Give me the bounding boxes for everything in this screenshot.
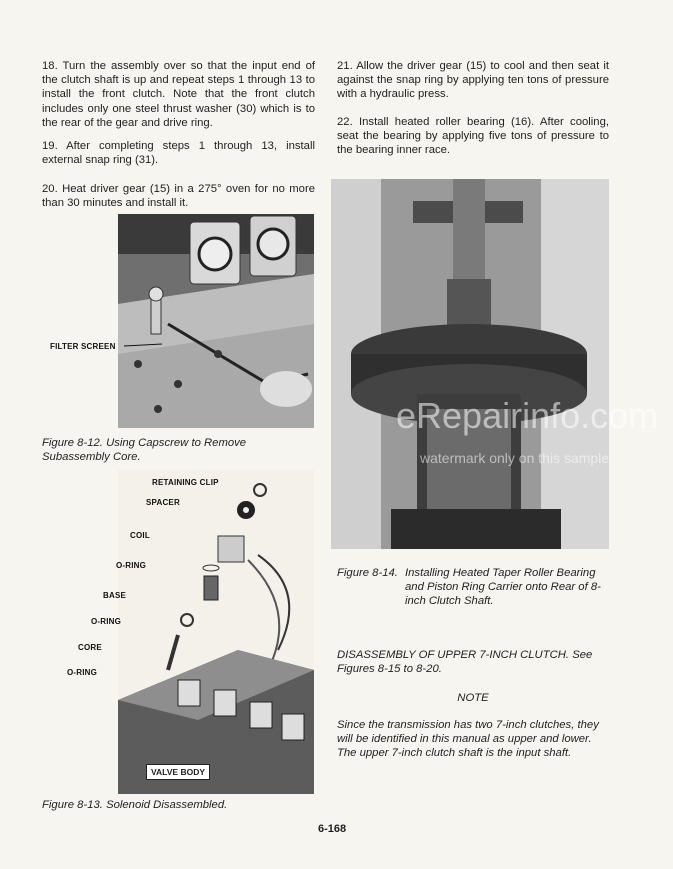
callout-base: BASE (103, 591, 127, 600)
figure-label: Figure 8-12. (42, 437, 103, 449)
figure-label: Figure 8-14. (337, 567, 398, 579)
callout-valve-body: VALVE BODY (146, 764, 210, 780)
section-heading: DISASSEMBLY OF UPPER 7-INCH CLUTCH. See Figures 8-15 to 8-20. (337, 649, 593, 676)
step-19: 19. After completing steps 1 through 13, install external snap ring (31). (42, 140, 315, 167)
figure-8-13-caption (42, 798, 315, 812)
figure-caption-text: Using Capscrew to Remove Subassembly Core. (42, 437, 247, 464)
callout-spacer: SPACER (146, 498, 180, 507)
figure-8-13-photo (118, 470, 314, 794)
figure-8-14-photo (331, 179, 609, 549)
callout-retaining-clip: RETAINING CLIP (152, 478, 219, 487)
callout-filter-screen: FILTER SCREEN (50, 342, 116, 351)
figure-label: Figure 8-13. (42, 799, 103, 811)
note-body: Since the transmission has two 7-inch clutches, they will be identified in this manual as upper and lower. The upper 7-inch clutch shaft is the input shaft. (337, 719, 599, 760)
callout-o-ring-3: O-RING (67, 668, 98, 677)
watermark-sample: watermark only on this sample (420, 450, 610, 466)
step-20: 20. Heat driver gear (15) in a 275° oven for no more than 30 minutes and install it. (42, 183, 315, 210)
step-18: 18. Turn the assembly over so that the input end of the clutch shaft is up and repeat steps 1 through 13 to install the front clutch. Note that the front clutch includes only one steel thrust washer (30) which is to the rear of the gear and drive ring. (42, 60, 315, 129)
solenoid-photo-illustration (118, 470, 314, 794)
note-title: NOTE (457, 692, 489, 704)
capscrew-photo-illustration (118, 214, 314, 428)
page-number: 6-168 (318, 823, 347, 835)
watermark-brand: eRepairinfo.com (396, 395, 659, 436)
figure-8-14-caption (337, 566, 609, 609)
callout-line (124, 340, 164, 352)
figure-caption-text: Installing Heated Taper Roller Bearing and Piston Ring Carrier onto Rear of 8-inch Clutch Shaft. (405, 567, 601, 608)
figure-caption-text: Solenoid Disassembled. (106, 799, 228, 811)
press-photo-illustration (331, 179, 609, 549)
figure-8-12-caption (42, 436, 315, 464)
callout-core: CORE (78, 643, 102, 652)
callout-coil: COIL (130, 531, 150, 540)
callout-o-ring-1: O-RING (116, 561, 147, 570)
step-21: 21. Allow the driver gear (15) to cool and then seat it against the snap ring by applying ten tons of pressure with a hydraulic press. (337, 60, 609, 101)
figure-8-12-photo (118, 214, 314, 428)
callout-o-ring-2: O-RING (91, 617, 122, 626)
step-22: 22. Install heated roller bearing (16). After cooling, seat the bearing by applying five tons of pressure to the bearing inner race. (337, 116, 609, 157)
